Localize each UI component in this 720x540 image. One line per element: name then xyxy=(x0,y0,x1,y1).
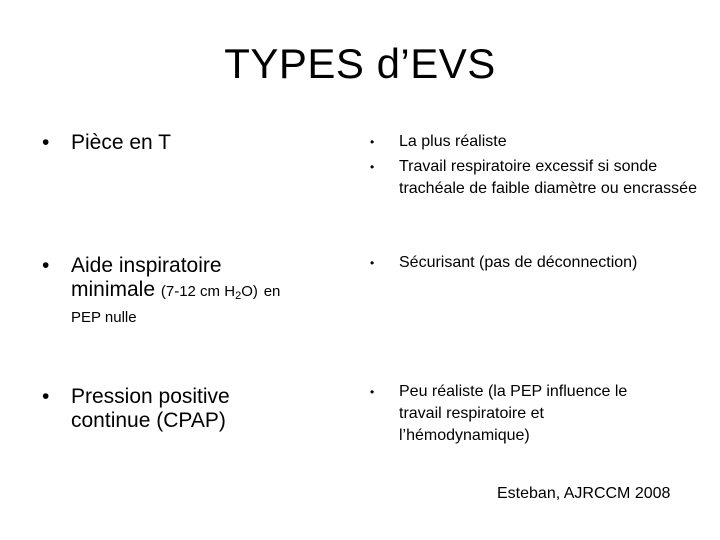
pressure-range xyxy=(161,283,258,300)
bullet: • xyxy=(42,131,50,154)
slide-title: TYPES d’EVS xyxy=(224,40,496,87)
bullet: • xyxy=(42,385,50,408)
line: PEP nulle xyxy=(71,309,137,326)
line: Aide inspiratoire xyxy=(71,254,222,277)
left-item-text: Pièce en T xyxy=(71,131,172,154)
text-main: minimale xyxy=(71,278,156,301)
line: Pression positive xyxy=(71,385,230,408)
bullet: • xyxy=(370,256,375,270)
citation: Esteban, AJRCCM 2008 xyxy=(497,485,671,502)
pressure-suffix: O) xyxy=(241,283,258,300)
bullet: • xyxy=(370,135,375,149)
left-item-text xyxy=(71,385,230,433)
right-item-text: Travail respiratoire excessif si sonde trachéale de faible diamètre ou encrassée xyxy=(399,158,697,197)
line xyxy=(71,278,280,308)
line: continue (CPAP) xyxy=(71,409,226,432)
pressure-prefix: (7-12 cm H xyxy=(160,283,236,300)
left-item-text xyxy=(71,254,280,328)
subscript: 2 xyxy=(235,290,242,302)
bullet: • xyxy=(42,254,50,277)
bullet: • xyxy=(370,160,375,174)
right-item-text: La plus réaliste xyxy=(399,133,507,150)
text-end: en xyxy=(263,283,281,300)
right-item-text: Peu réaliste (la PEP influence le travail respiratoire et l’hémodynamique) xyxy=(399,383,628,444)
right-item-text: Sécurisant (pas de déconnection) xyxy=(399,254,638,271)
bullet: • xyxy=(370,385,375,399)
